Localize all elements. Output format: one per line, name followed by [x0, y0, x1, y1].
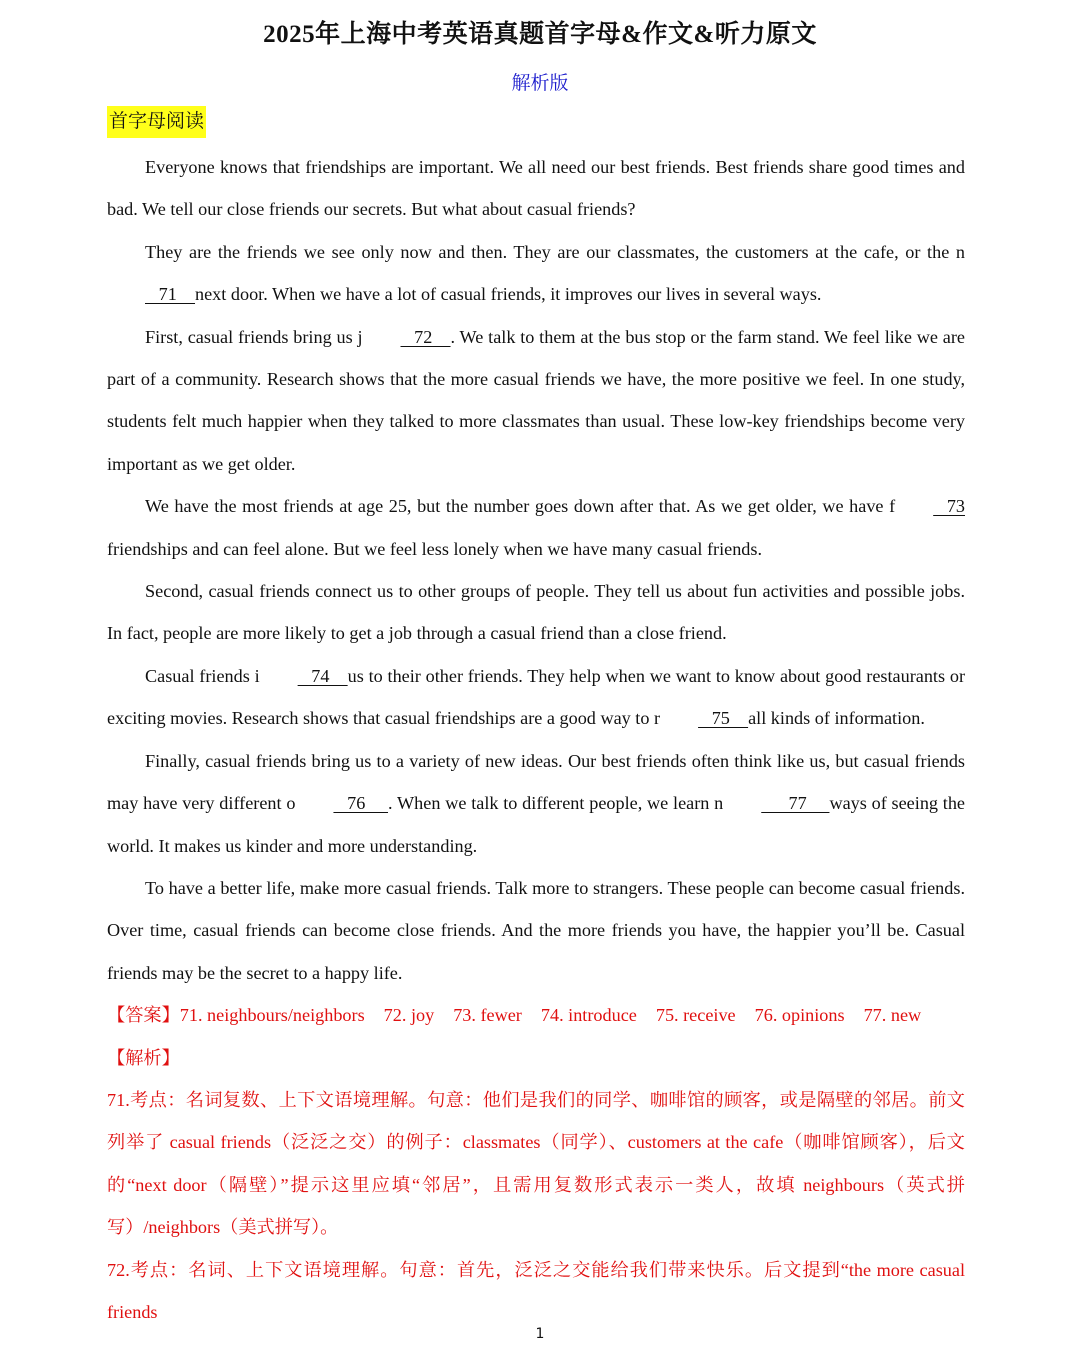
passage-text: Finally, casual friends bring us to a variety of new ideas. Our best friends often think like us, but casual friends may have very different o: [107, 750, 965, 814]
blank-77: 77: [761, 793, 830, 814]
answer-label: 【答案】: [107, 1005, 180, 1026]
passage-text: They are the friends we see only now and then. They are our classmates, the customers at the cafe, or the n: [145, 241, 965, 262]
passage-paragraph-5: Second, casual friends connect us to other groups of people. They tell us about fun activities and possible jobs. In fact, people are more likely to get a job through a casual friend than a close friend.: [107, 581, 965, 644]
answer-key: [107, 994, 965, 1036]
answer-75: 75. receive: [655, 1005, 736, 1026]
passage-text: all kinds of information.: [748, 708, 925, 729]
passage-paragraph-3: [107, 316, 965, 486]
section-heading: 首字母阅读: [107, 106, 206, 138]
passage-paragraph-6: [107, 655, 965, 740]
passage-paragraph-4: [107, 485, 965, 570]
passage-text: Casual friends i: [145, 665, 260, 686]
passage-paragraph-2: [107, 231, 965, 316]
passage-text: . When we talk to different people, we learn n: [388, 793, 724, 814]
answer-76: 76. opinions: [754, 1005, 845, 1026]
blank-76: 76: [333, 793, 389, 814]
document-body: [107, 146, 965, 1333]
passage-text: friendships and can feel alone. But we feel less lonely when we have many casual friends.: [107, 538, 763, 559]
passage-text: us to their other friends. They help when we want to know about good restaurants or exciting movies. Research shows that casual friendships are a good way to r: [107, 665, 965, 729]
document-subtitle: 解析版: [511, 73, 569, 94]
passage-text: ways of seeing the world. It makes us kinder and more understanding.: [107, 793, 965, 856]
passage-text: We have the most friends at age 25, but the number goes down after that. As we get older, we have f: [145, 496, 896, 517]
passage-text: First, casual friends bring us j: [145, 326, 363, 347]
blank-75: 75: [698, 708, 749, 729]
answer-73: 73. fewer: [453, 1005, 522, 1026]
page-number: 1: [535, 1326, 545, 1342]
analysis-71: 71.考点：名词复数、上下文语境理解。句意：他们是我们的同学、咖啡馆的顾客，或是隔壁的邻居。前文列举了 casual friends（泛泛之交）的例子：classmates（同学）、customers at the cafe（咖啡馆顾客），后文的“next door（隔壁）”提示这里应填“邻居”，且需用复数形式表示一类人，故填 neighbours（英式拼写）/neighbors（美式拼写）。: [107, 1089, 965, 1238]
analysis-label: 【解析】: [107, 1047, 180, 1068]
blank-71: 71: [145, 284, 196, 305]
blank-72: 72: [400, 326, 451, 347]
blank-73: 73: [933, 496, 965, 517]
answer-72: 72. joy: [383, 1005, 435, 1026]
blank-74: 74: [297, 665, 348, 686]
document-title: 2025年上海中考英语真题首字母&作文&听力原文: [263, 21, 817, 48]
analysis-72: 72.考点：名词、上下文语境理解。句意：首先，泛泛之交能给我们带来快乐。后文提到“the more casual friends: [107, 1259, 965, 1322]
answer-71: 71. neighbours/neighbors: [179, 1005, 365, 1026]
passage-paragraph-8: To have a better life, make more casual friends. Talk more to strangers. These people can become casual friends. Over time, casual friends can become close friends. And the more friends you have, the happier you’ll be. Casual friends may be the secret to a happy life.: [107, 877, 965, 983]
passage-paragraph-7: [107, 740, 965, 867]
passage-text: . We talk to them at the bus stop or the farm stand. We feel like we are part of a community. Research shows that the more casual friends we have, the more positive we feel. In one study, students felt much happier when they talked to more classmates than usual. These low-key friendships become very important as we get older.: [107, 326, 966, 474]
passage-paragraph-1: Everyone knows that friendships are important. We all need our best friends. Best friends share good times and bad. We tell our close friends our secrets. But what about casual friends?: [107, 157, 965, 220]
answer-74: 74. introduce: [540, 1005, 637, 1026]
answer-77: 77. new: [863, 1005, 922, 1026]
passage-text: next door. When we have a lot of casual friends, it improves our lives in several ways.: [195, 284, 822, 305]
